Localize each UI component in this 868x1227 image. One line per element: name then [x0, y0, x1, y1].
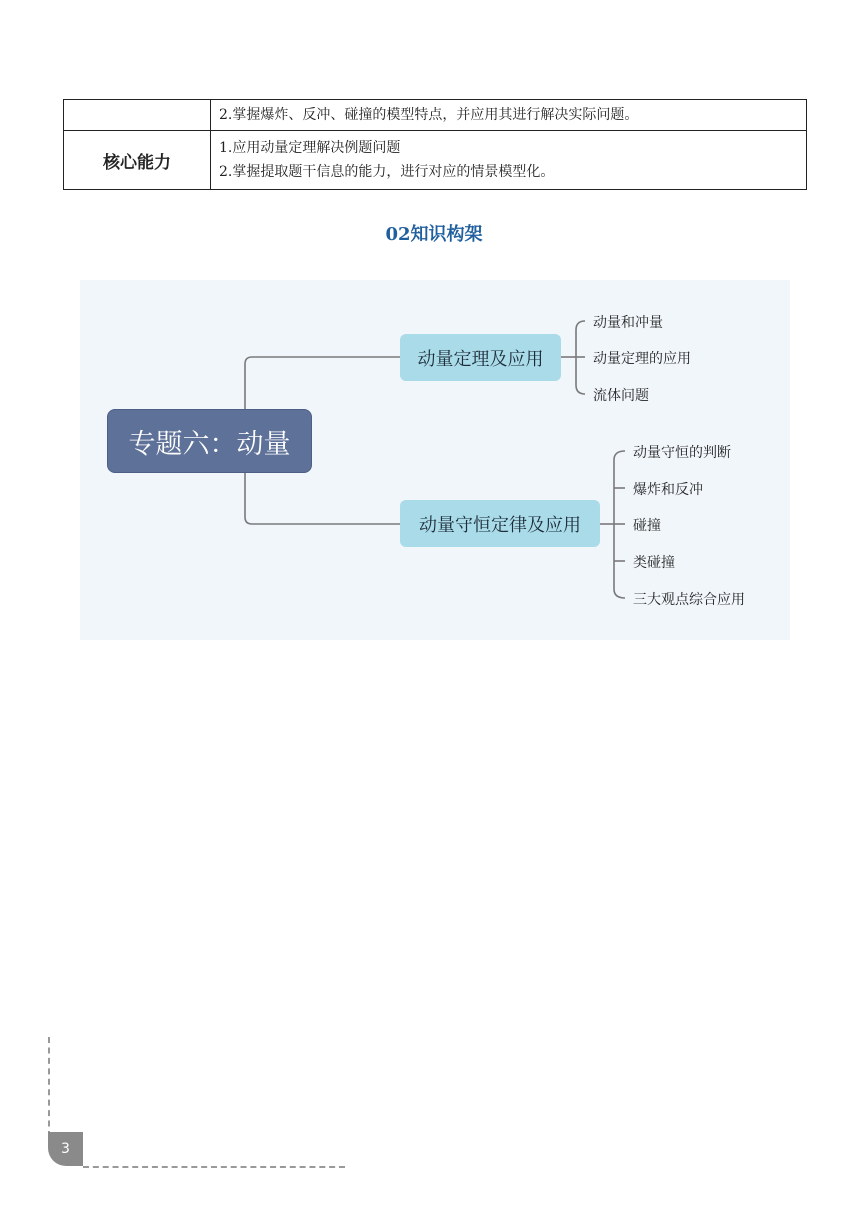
- leaf-node: 动量守恒的判断: [633, 445, 731, 461]
- row-content: [211, 131, 807, 190]
- leaf-node: 类碰撞: [633, 555, 675, 571]
- root-node: 专题六：动量: [107, 409, 312, 473]
- branch-node: 动量守恒定律及应用: [400, 500, 600, 547]
- content-line: 2.掌握提取题干信息的能力，进行对应的情景模型化。: [219, 164, 555, 180]
- page-border-horizontal: [83, 1166, 345, 1168]
- page-number: 3: [48, 1132, 83, 1166]
- row-content: [211, 100, 807, 131]
- leaf-node: 碰撞: [633, 518, 661, 534]
- table-row: [64, 100, 807, 131]
- info-table: [63, 99, 807, 190]
- table-row: [64, 131, 807, 190]
- content-line: 1.应用动量定理解决例题问题: [219, 140, 401, 156]
- leaf-node: 流体问题: [593, 388, 649, 404]
- section-title: 02知识构架: [385, 224, 483, 245]
- row-label: [64, 100, 211, 131]
- leaf-node: 动量和冲量: [593, 315, 663, 331]
- content-line: 2.掌握爆炸、反冲、碰撞的模型特点，并应用其进行解决实际问题。: [219, 107, 639, 123]
- leaf-node: 三大观点综合应用: [633, 592, 745, 608]
- branch-node: 动量定理及应用: [400, 334, 561, 381]
- leaf-node: 爆炸和反冲: [633, 482, 703, 498]
- page-border-vertical: [48, 1037, 50, 1137]
- row-label: 核心能力: [64, 131, 211, 190]
- mind-map: [80, 280, 790, 640]
- leaf-node: 动量定理的应用: [593, 351, 691, 367]
